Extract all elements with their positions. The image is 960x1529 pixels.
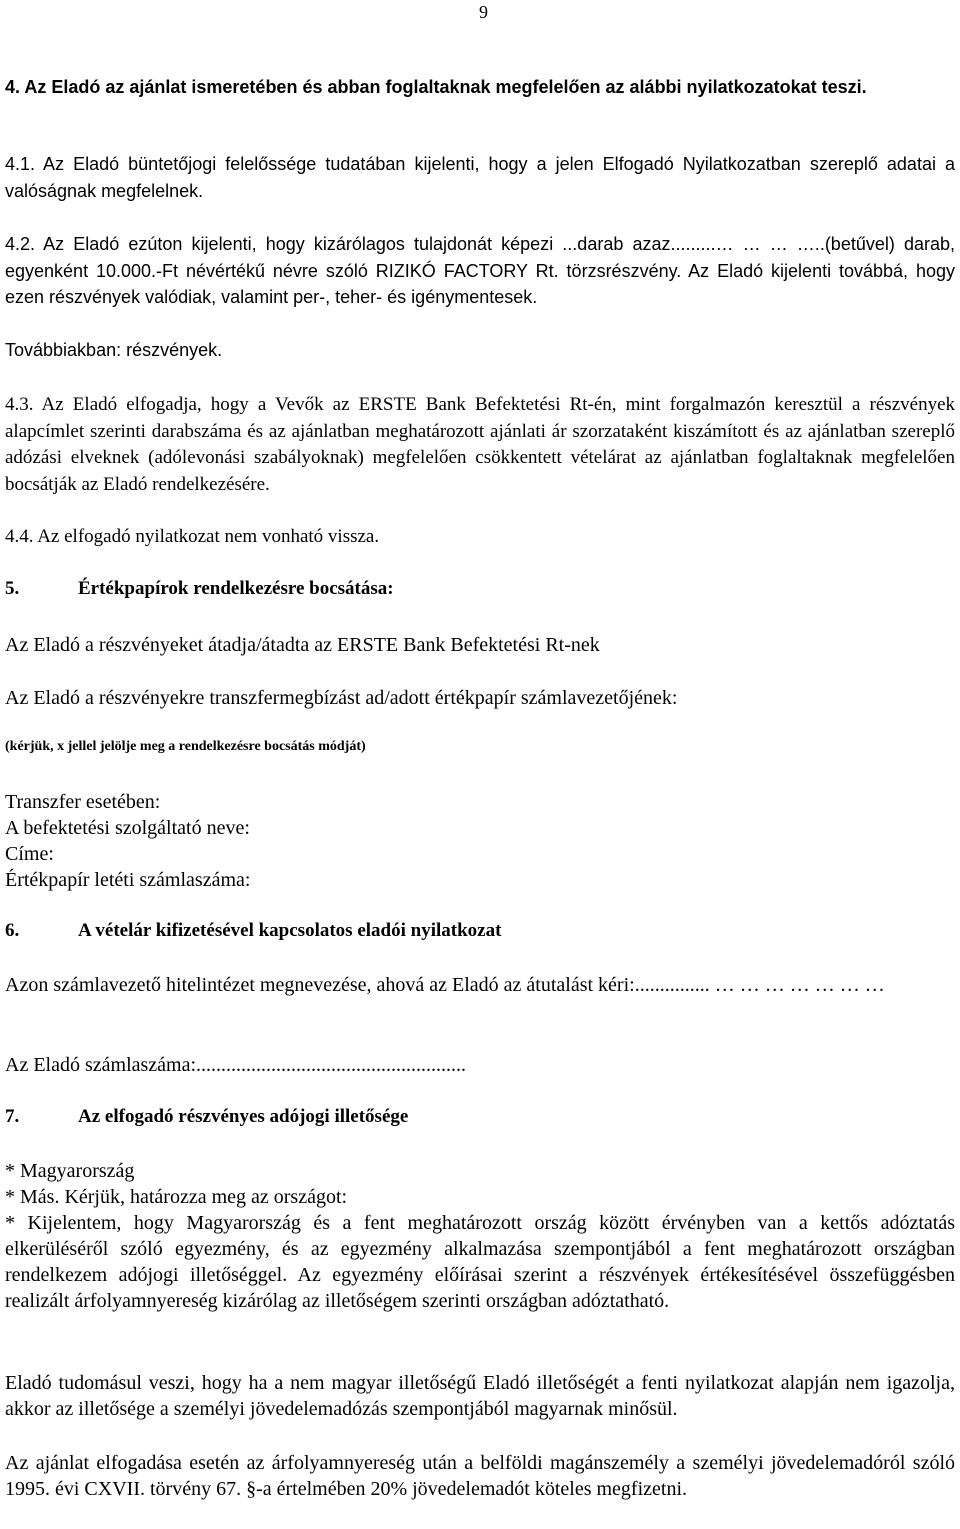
paragraph-4-2: 4.2. Az Eladó ezúton kijelenti, hogy kizárólagos tulajdonát képezi ...darab azaz.........… … … …..(betűvel) darab, egyenként 10.000.-Ft névértékű névre szóló RIZIKÓ FACTORY Rt. törzsrészvény. Az Eladó kijelenti továbbá, hogy ezen részvények valódiak, valamint per-, teher- és igénymentesek.	[5, 234, 955, 307]
handover-option-line: Az Eladó a részvényeket átadja/átadta az ERSTE Bank Befektetési Rt-nek	[5, 634, 600, 656]
section-7-heading	[5, 1106, 408, 1128]
paragraph-4-3: 4.3. Az Eladó elfogadja, hogy a Vevők az ERSTE Bank Befektetési Rt-én, mint forgalmazón keresztül a részvények alapcímlet szerinti darabszáma és az ajánlatban meghatározott ajánlati ár szorzataként kiszámított és az ajánlatban szereplő adózási elveknek (adólevonási szabályoknak) megfelelően csökkentett vételárat az ajánlatban foglaltaknak megfelelően bocsátják az Eladó rendelkezésére.	[5, 394, 955, 495]
residency-treaty-declaration: * Kijelentem, hogy Magyarország és a fent meghatározott ország között érvényben van a kettős adóztatás elkerüléséről szóló egyezmény, és az egyezmény alkalmazása szempontjából a fent meghatározott országban rendelkezem adójogi illetőséggel. Az egyezmény előírásai szerint a részvények értékesítésével összefüggésben realizált árfolyamnyereség kizárólag az illetőségem szerinti országban adóztatható.	[5, 1212, 955, 1312]
residency-option-hungary: * Magyarország	[5, 1160, 135, 1182]
section-7-title: Az elfogadó részvényes adójogi illetősége	[78, 1106, 409, 1127]
section-5-title: Értékpapírok rendelkezésre bocsátása:	[78, 578, 394, 599]
residency-option-other: * Más. Kérjük, határozza meg az országot:	[5, 1186, 348, 1208]
bank-name-line: Azon számlavezető hitelintézet megnevezése, ahová az Eladó az átutalást kéri:............... … … … … … … …	[5, 974, 885, 996]
paragraph-4-4: 4.4. Az elfogadó nyilatkozat nem vonható vissza.	[5, 526, 380, 547]
seller-account-line: Az Eladó számlaszáma:......................................................	[5, 1054, 467, 1076]
section-6-number: 6.	[5, 920, 20, 941]
paragraph-4-1: 4.1. Az Eladó büntetőjogi felelőssége tudatában kijelenti, hogy a jelen Elfogadó Nyilatkozatban szereplő adatai a valóságnak megfelelnek.	[5, 154, 955, 201]
section-5-heading	[5, 578, 394, 600]
transfer-option-line: Az Eladó a részvényekre transzfermegbízást ad/adott értékpapír számlavezetőjének:	[5, 687, 678, 709]
securities-account-label: Értékpapír letéti számlaszáma:	[5, 869, 251, 891]
section-5-number: 5.	[5, 578, 20, 599]
residency-notice-paragraph: Eladó tudomásul veszi, hogy ha a nem magyar illetőségű Eladó illetőségét a fenti nyilatkozat alapján nem igazolja, akkor az illetősége a személyi jövedelemadózás szempontjából magyarnak minősül.	[5, 1372, 955, 1420]
section-6-heading	[5, 920, 501, 942]
tax-notice-paragraph: Az ajánlat elfogadása esetén az árfolyamnyereség után a belföldi magánszemély a személyi jövedelemadóról szóló 1995. évi CXVII. törvény 67. §-a értelmében 20% jövedelemadót köteles megfizetni.	[5, 1452, 955, 1500]
provider-name-label: A befektetési szolgáltató neve:	[5, 817, 250, 839]
marking-instruction-note: (kérjük, x jellel jelölje meg a rendelkezésre bocsátás módját)	[5, 739, 366, 754]
page-number: 9	[479, 2, 488, 22]
section-7-number: 7.	[5, 1106, 20, 1127]
paragraph-4-2-tail: Továbbiakban: részvények.	[5, 340, 223, 360]
transfer-label: Transzfer esetében:	[5, 791, 161, 813]
address-label: Címe:	[5, 843, 54, 865]
section-6-title: A vételár kifizetésével kapcsolatos eladói nyilatkozat	[78, 920, 502, 941]
section-4-heading: 4. Az Eladó az ajánlat ismeretében és abban foglaltaknak megfelelően az alábbi nyilatkozatokat teszi.	[5, 77, 867, 97]
